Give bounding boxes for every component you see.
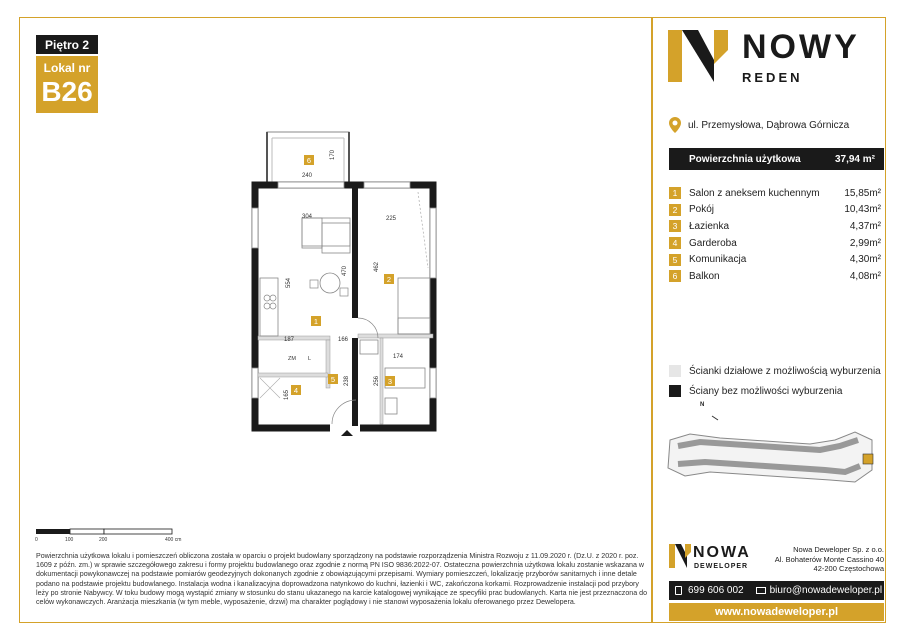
developer-address [760,545,884,574]
scale-label-0: 0 [35,537,38,543]
list-item [669,251,881,268]
plan-dim-304: 304 [302,214,313,220]
list-item [669,202,881,219]
email-link[interactable]: biuro@nowadeweloper.pl [769,585,883,596]
brand-name: NOWY [742,28,860,66]
address: ul. Przemysłowa, Dąbrowa Górnicza [688,120,850,131]
room-area: 4,37m² [849,220,881,232]
plan-dim-165: 165 [284,389,290,400]
plan-label-l: L [308,356,312,362]
contact-bar [669,581,884,600]
scale-bar [36,525,186,543]
room-name: Łazienka [689,220,730,232]
room-name: Salon z aneksem kuchennym [689,187,820,199]
plan-dim-174: 174 [393,354,404,360]
legend-label: Ścianki działowe z możliwością wyburzenia [689,365,881,377]
site-plan-map [660,410,882,492]
plan-room3-num: 3 [387,377,393,386]
room-name: Balkon [689,270,720,282]
plan-dim-225: 225 [386,216,397,222]
total-area-value: 37,94 m² [834,153,875,165]
legend-label: Ściany bez możliwości wyburzenia [689,385,843,397]
room-area: 2,99m² [849,237,881,249]
plan-dim-462: 462 [374,261,380,272]
room-name: Pokój [689,204,715,216]
plan-dim-238: 238 [344,375,350,386]
room-num: 3 [669,220,681,232]
scale-label-100: 100 [65,537,74,543]
room-num: 5 [669,254,681,266]
total-area-bar [669,148,884,170]
room-num: 1 [669,187,681,199]
plan-dim-170: 170 [330,149,336,160]
brand-sub: REDEN [742,70,803,85]
room-num: 4 [669,237,681,249]
room-area: 10,43m² [844,204,881,216]
room-area: 4,30m² [849,254,881,266]
legend-swatch-light [669,365,681,377]
room-name: Garderoba [689,237,737,249]
room-area: 4,08m² [849,270,881,282]
address-line: Nowa Deweloper Sp. z o.o. [793,545,884,554]
plan-dim-554: 554 [286,277,292,288]
room-num: 6 [669,270,681,282]
legend-item [669,381,881,401]
plan-room4-num: 4 [293,386,299,395]
list-item [669,218,881,235]
wall-legend [669,361,881,401]
room-area: 15,85m² [844,187,881,199]
phone-icon [675,586,682,595]
plan-dim-166: 166 [338,337,349,343]
address-line: 42-200 Częstochowa [813,564,884,573]
nowa-deweloper-logo-icon [669,544,691,568]
floor-plan [250,128,440,438]
floor-label: Piętro 2 [36,35,98,54]
room-name: Komunikacja [689,254,747,266]
legend-swatch-dark [669,385,681,397]
developer-name: NOWA [693,544,751,561]
list-item [669,185,881,202]
scale-label-400: 400 cm [165,537,182,543]
plan-balcony-num: 6 [306,156,312,165]
plan-dim-187: 187 [284,337,295,343]
list-item [669,235,881,252]
compass-north: N [700,402,705,408]
unit-badge [36,56,98,113]
total-area-label: Powierzchnia użytkowa [689,153,801,165]
location-pin-icon [669,117,681,133]
unit-label: Lokal nr [43,61,91,75]
room-num: 2 [669,204,681,216]
scale-label-200: 200 [99,537,108,543]
list-item [669,268,881,285]
website-link[interactable]: www.nowadeweloper.pl [669,603,884,621]
plan-dim-470: 470 [342,265,348,276]
legend-item [669,361,881,381]
panel-divider [651,17,653,623]
nowy-reden-logo-icon [668,30,730,82]
unit-number: B26 [41,76,93,107]
plan-dim-256: 256 [374,375,380,386]
plan-dim-240: 240 [302,173,313,179]
developer-sub: DEWELOPER [694,563,749,570]
address-line: Al. Bohaterów Monte Cassino 40 [774,554,884,564]
plan-room1-num: 1 [313,317,319,326]
plan-room5-num: 5 [330,375,336,384]
mail-icon [756,587,766,594]
disclaimer-text: Powierzchnia użytkowa lokalu i pomieszczeń obliczona została w oparciu o projekt budowlany sporządzony na podstawie rozporządzenia Ministra Rozwoju z 11.09.2020 r. (Dz.U. z 2020 r. poz. 1609 z późn. zm.) w sprawie szczegółowego zakresu i formy projektu budowlanego oraz zgodnie z normą PN ISO 9836:2022-07. Ostateczna powierzchnia użytkowa lokalu zostanie wskazana w dokumentacji powykonawczej na podstawie pomiarów geodezyjnych dokonanych zgodnie z obowiązującymi przepisami. Wymiary pomieszczeń, lokalizację przyborów sanitarnych i inne detale podano na podstawie projektu budowlanego. Instalacja wodna i kanalizacyjna doprowadzona natynkowo do kuchni, łazienki i WC, zakończona korkami. Rozprowadzenie instalacji pod przybory leży po stronie Nabywcy. W toku budowy mogą wystąpić zmiany w stosunku do stanu ukazanego na karcie katalogowej wynikające ze specyfiki prac budowlanych. Karta nie jest przeznaczona do celów wykonawczych. Aranżacja mieszkania (w tym meble, wyposażenie, drzwi) ma charakter poglądowy i nie stanowi wyposażenia lokalu oferowanego przez Dewelopera. [36,552,648,607]
room-list [669,185,881,285]
phone-number[interactable]: 699 606 002 [688,585,744,596]
plan-room2-num: 2 [386,275,392,284]
plan-label-zm: ZM [288,356,296,362]
